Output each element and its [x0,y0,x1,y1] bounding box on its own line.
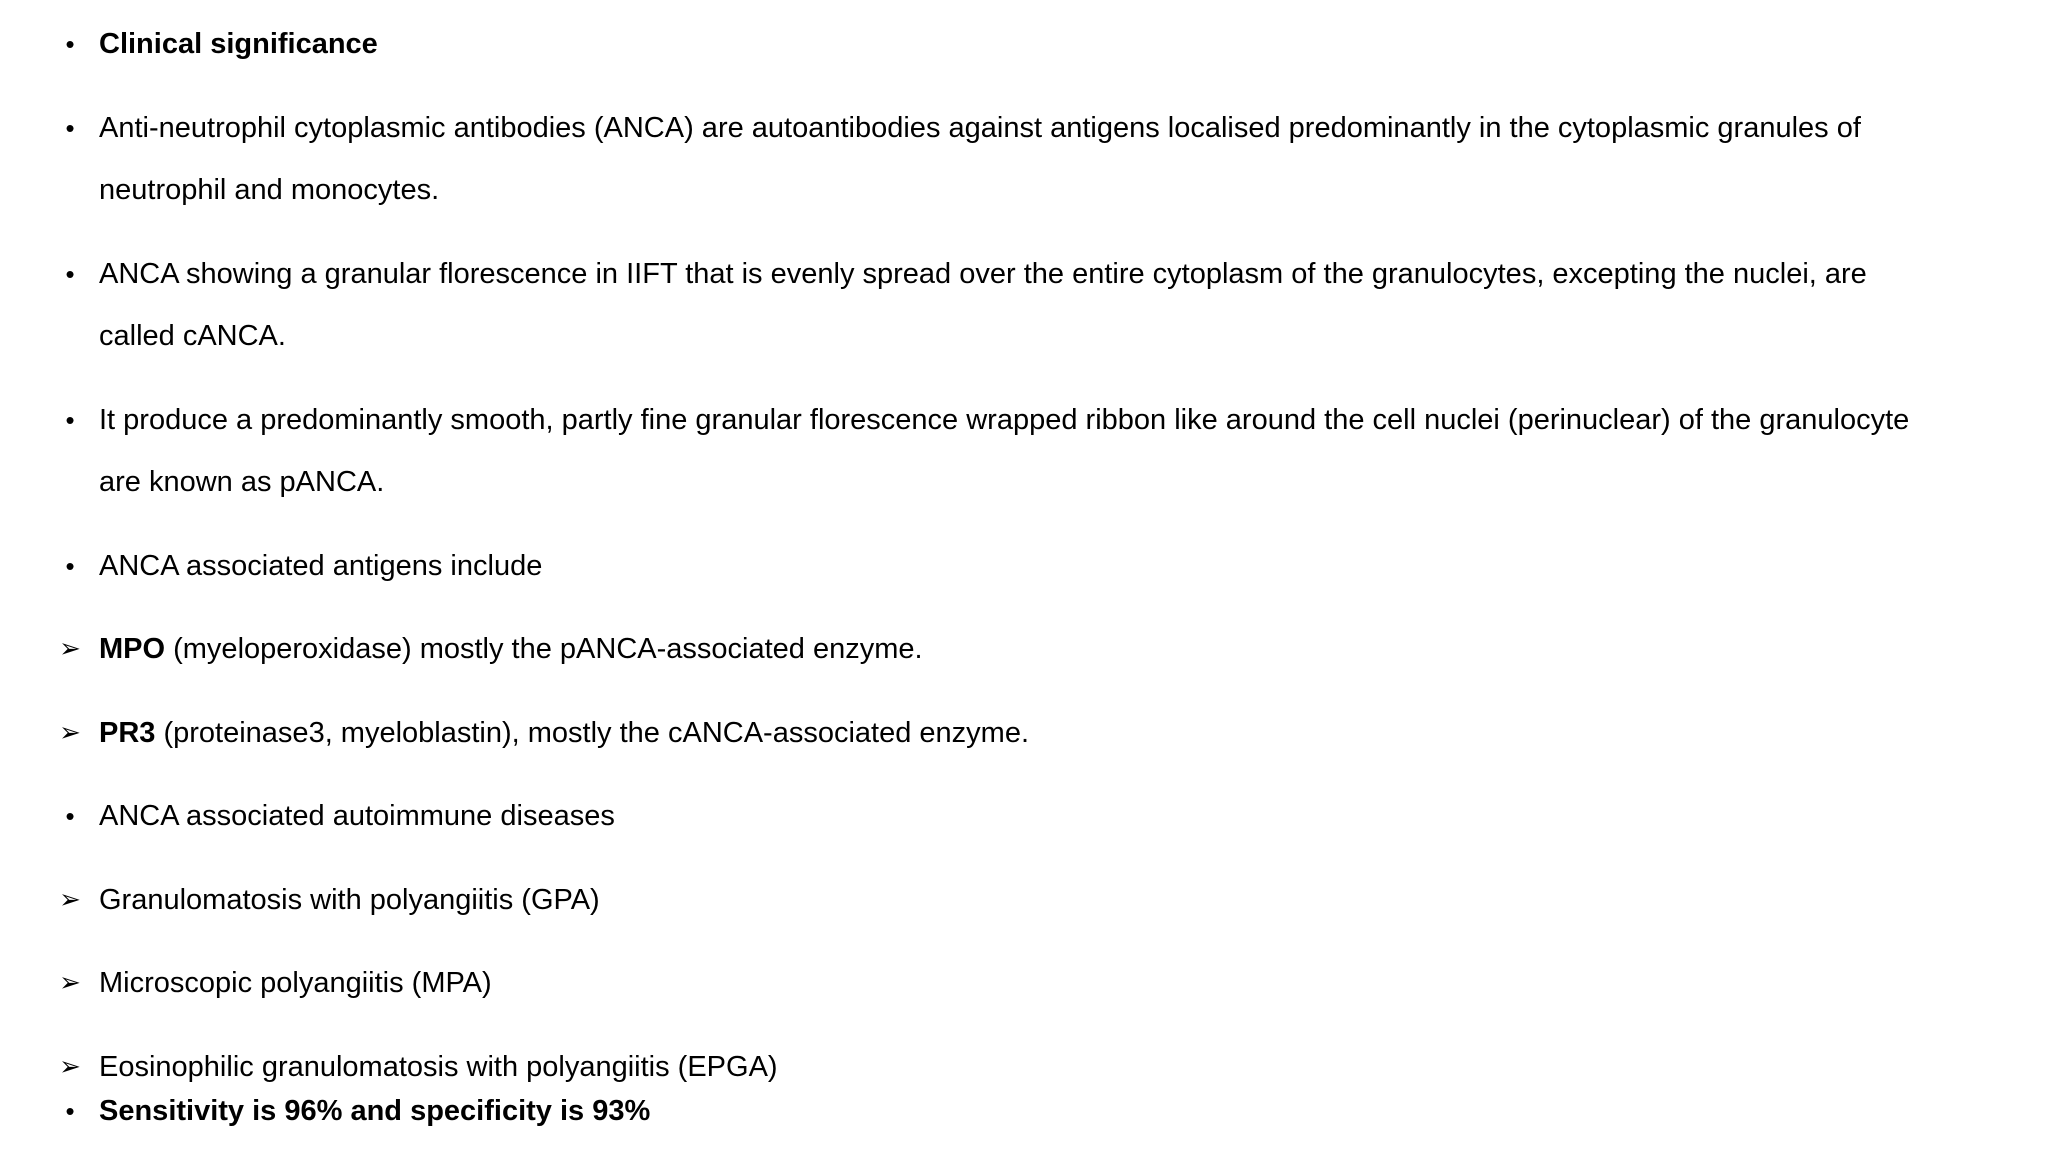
bullet-marker: • [65,551,75,581]
item-text: Anti-neutrophil cytoplasmic antibodies (ANCA) are autoantibodies against antigens localised predominantly in the cytoplasmic granules of [99,112,1861,144]
item-text [99,13,1999,75]
item-text: Granulomatosis with polyangiitis (GPA) [99,884,600,916]
item-text: ANCA associated antigens include [99,550,543,582]
bold-text: PR3 [99,717,156,749]
bold-text: Sensitivity is 96% and specificity is 93% [99,1095,651,1127]
item-text: Eosinophilic granulomatosis with polyangiitis (EPGA) [99,1051,778,1083]
item-text [99,702,1999,764]
item-text: Microscopic polyangiitis (MPA) [99,967,492,999]
arrow-marker-icon: ➢ [59,718,81,748]
bullet-marker: • [65,259,75,289]
bold-text: Clinical significance [99,28,378,60]
arrow-marker-icon: ➢ [59,968,81,998]
arrow-marker-icon: ➢ [59,1052,81,1082]
bullet-marker: • [65,405,75,435]
bullet-marker: • [65,801,75,831]
item-text: It produce a predominantly smooth, partly fine granular florescence wrapped ribbon like around the cell nuclei (perinuclear) of the granulocyte [99,404,1910,436]
bold-text: MPO [99,633,166,665]
item-text-line2: are known as pANCA. [99,466,385,498]
item-rest-text: (myeloperoxidase) mostly the pANCA-associated enzyme. [165,633,923,665]
bullet-marker: • [65,29,75,59]
item-text: ANCA associated autoimmune diseases [99,800,615,832]
bullet-marker: • [65,1096,75,1126]
item-text [99,1080,1999,1142]
arrow-marker-icon: ➢ [59,634,81,664]
item-rest-text: (proteinase3, myeloblastin), mostly the cANCA-associated enzyme. [155,717,1030,749]
item-text-line2: neutrophil and monocytes. [99,174,440,206]
item-text: ANCA showing a granular florescence in IIFT that is evenly spread over the entire cytoplasm of the granulocytes, excepting the nuclei, are [99,258,1867,290]
item-text [99,618,1999,680]
bullet-marker: • [65,113,75,143]
arrow-marker-icon: ➢ [59,885,81,915]
item-text-line2: called cANCA. [99,320,286,352]
